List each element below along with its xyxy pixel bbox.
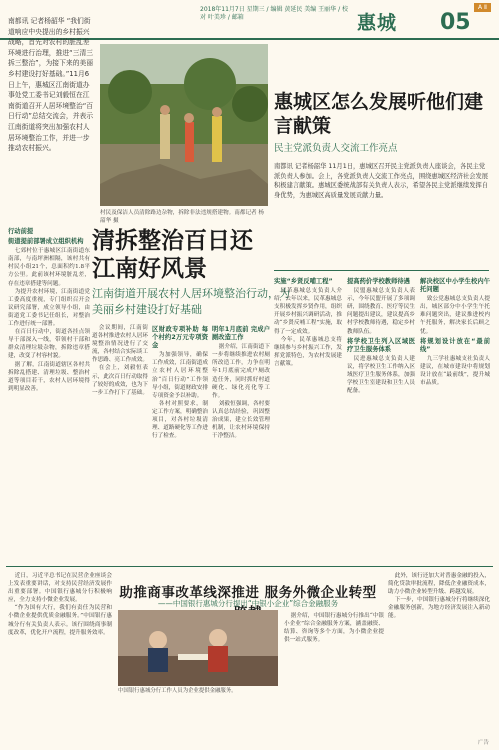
middle-paragraph: 会议期间，江南街道各村推进农村人居环境整治情况进行了交流，各村结合实际谈工作思路、亮工作成效。 xyxy=(92,325,148,364)
main-headline: 清拆整治百日还江南好风景 xyxy=(92,228,253,282)
bottom-middle-column xyxy=(284,612,384,742)
left-lead-paragraph: 南都讯 记者杨韶华 “我们街道响应中央提出的乡村振兴战略，首先对农村的脏乱差环境进行治理，推进“三清三拆三整治”，为接下来的美丽乡村建设打好基础。”11月6日上午，惠城区江南街道办事处党工委书记刘毅恒在江南街道召开人居环境整治“百日行动”总结交流会，并表示江南街道将突出加强农村人居环境整治工作，并进一步推动农村振兴。 xyxy=(8,17,94,153)
middle-column-1 xyxy=(92,324,148,560)
right-subheadline: 民主党派负责人交流工作亮点 xyxy=(274,143,398,154)
photo-illustration xyxy=(100,44,268,206)
middle-paragraph: 为加强领导，确保工作成效，江南街道成立农村人居环境整治“百日行动”工作领导小组，街道财政安排专项资金予以补助。 xyxy=(152,352,208,399)
bottom-paragraph: 下一步，中国银行惠城分行将继续深化金融服务创新，为地方经济发展注入新动能。 xyxy=(388,597,490,620)
middle-paragraph: 据介绍，江南街道下一步将继续推进农村厕所改造工作，力争在明年1月底前完成户厕改造任务，同时抓好村道硬化、绿化亮化等工作。 xyxy=(212,344,270,399)
right-subhead: 提高药价学校教师待遇 xyxy=(347,278,410,285)
right-paragraph: 民革惠城总支负责人介绍，去年以来，民革惠城总支积极发挥乡贤作用，组织开展乡村振兴调研活动，推动“乡贤反哺工程”实施，取得了一定成效。 xyxy=(274,288,342,335)
left-column xyxy=(8,226,90,560)
left-subhead-2: 街道提前部署成立组织机构 xyxy=(8,238,84,246)
right-subhead: 实施“乡贤反哺工程” xyxy=(274,278,333,285)
right-paragraph: 今年，民革惠城总支将继续参与乡村振兴工作，发挥党派特色，为农村发展建言献策。 xyxy=(274,336,342,367)
right-column-2 xyxy=(347,276,415,560)
middle-column-2 xyxy=(152,324,208,560)
bottom-right-column xyxy=(388,572,490,740)
page-number: 05 xyxy=(440,10,471,35)
left-paragraph: 据了解，江南街道辖区各村共拆除乱搭建、清理垃圾、整治村道等项目若干，农村人居环境得到明显改善。 xyxy=(8,361,90,392)
bottom-paragraph: 据介绍，中国银行惠城分行推出“中银小企业”综合金融服务方案，涵盖融资、结算、咨询等多个方面，为小微企业提供一站式服务。 xyxy=(284,613,384,644)
main-subheadline: 江南街道开展农村人居环境整治行动，为美丽乡村建设打好基础 xyxy=(92,287,290,316)
bottom-left-column xyxy=(8,572,112,742)
right-subhead: 将规划设计放在“最前线” xyxy=(420,337,490,353)
bottom-rule xyxy=(6,566,493,567)
middle-paragraph: 各村对照要求，制定工作方案，明确整治项目，对各村垃圾清理、道路硬化等工作进行了检查。 xyxy=(152,400,208,440)
right-paragraph: 民进惠城总支负责人建议，将学校卫生工作纳入区域医疗卫生服务体系，加强学校卫生室建设和卫生人员配备。 xyxy=(347,355,415,395)
right-paragraph: 民盟惠城总支负责人表示，今年民盟开展了多项调研，围绕教育、医疗等民生问题提出建议，建议提高乡村学校教师待遇，稳定乡村教师队伍。 xyxy=(347,288,415,335)
right-lead: 南都讯 记者杨韶华 11月1日，惠城区召开民主党派负责人座谈会，各民主党派负责人参加。会上，各党派负责人交流工作亮点，围绕惠城区经济社会发展积极建言献策。惠城区委统战部有关负责人表示，希望各民主党派继续发挥自身优势，为惠城区高质量发展贡献力量。 xyxy=(274,163,489,199)
village-cleanup-photo xyxy=(100,44,268,206)
bottom-headline: 助推商事改革线深推进 服务外微企业转型 xyxy=(119,585,377,601)
bottom-photo-caption: 中国银行惠城分行工作人员为企业提供金融服务。 xyxy=(118,688,237,694)
right-column-3 xyxy=(420,276,490,560)
middle-paragraph: 在会上，刘毅恒表示，此次百日行动取得了较好的成效，也为下一步工作打下了基础。 xyxy=(92,365,148,396)
middle-subhead: 明年1月底前 完成户厕改造工作 xyxy=(212,326,270,342)
right-paragraph: 致公党惠城总支负责人提出，城区部分中小学生午托难问题突出，建议推进校内午托服务，解决家长后顾之忧。 xyxy=(420,296,490,335)
bank-service-photo xyxy=(118,610,278,686)
bottom-subheadline: ——中国银行惠城分行提出“中银小企业”综合金融服务 xyxy=(157,599,339,608)
right-headline: 惠城区怎么发展听他们建言献策 xyxy=(274,91,484,137)
bottom-paragraph: 近日，习近平总书记在民营企业座谈会上发表重要讲话，对支持民营经济发展作出重要部署。中国银行惠城分行积极响应，全力支持小微企业发展。 xyxy=(8,573,112,604)
photo-caption: 村民及保洁人员清除路边杂物，拆除非法违规搭建物。南都记者 杨韶华 摄 xyxy=(100,210,264,224)
right-divider xyxy=(274,270,489,271)
bottom-paragraph: “作为国有大行，我们有责任为民营和小微企业提供优质金融服务。”中国银行惠城分行有关负责人表示。该行围绕商事制度改革，优化开户流程，提升服务效率。 xyxy=(8,605,112,636)
right-paragraph: 九三学社惠城支社负责人建议，在城市建设中将规划设计放在“最前线”，提升城市品质。 xyxy=(420,355,490,387)
header-meta: 2018年11月7日 星期三 / 编辑 黄延民 美编 王丽华 / 校对 叶美珍 / 邮箱 xyxy=(200,6,349,21)
middle-paragraph: 刘毅恒强调，各村要认真总结经验，巩固整治成果，建立长效管理机制，让农村环境保持干净整洁。 xyxy=(212,400,270,440)
edition-tag: A Ⅱ xyxy=(474,3,491,12)
bottom-paragraph: 此外，该行还加大对普惠金融的投入，简化贷款审批流程，降低企业融资成本，助力小微企业转型升级、跨越发展。 xyxy=(388,573,490,596)
right-subhead: 将学校卫生列入区域医疗卫生服务体系 xyxy=(347,337,415,353)
middle-subhead: 区财政专项补助 每个村约2万元专项资金 xyxy=(152,326,208,350)
middle-column-3 xyxy=(212,324,270,560)
section-title: 惠城 xyxy=(357,12,398,34)
left-subhead-1: 行动前提 xyxy=(8,228,34,235)
left-paragraph: 为提升农村环境，江南街道党工委高度重视，专门组织召开会议研究部署，成立领导小组，由街道党工委书记任组长，对整治工作进行统一部署。 xyxy=(8,288,90,328)
bank-photo-illustration xyxy=(118,610,278,686)
right-column-1 xyxy=(274,276,342,560)
right-subhead: 解决校区中小学生校内午托问题 xyxy=(420,278,490,294)
left-paragraph: 在百日行动中，街道各挂点领导干部深入一线，带领村干部和群众清理垃圾杂物，拆除违章搭建，改变了村容村貌。 xyxy=(8,329,90,360)
left-paragraph: 七郊村位于惠城区江南街道东南部，与南坪洲相隔，该村共有村民小组21个，总面积约1.8平方公里。此前该村环境脏乱差，存在违章搭建等问题。 xyxy=(8,248,90,287)
ad-footer-label: 广告 xyxy=(477,740,489,746)
